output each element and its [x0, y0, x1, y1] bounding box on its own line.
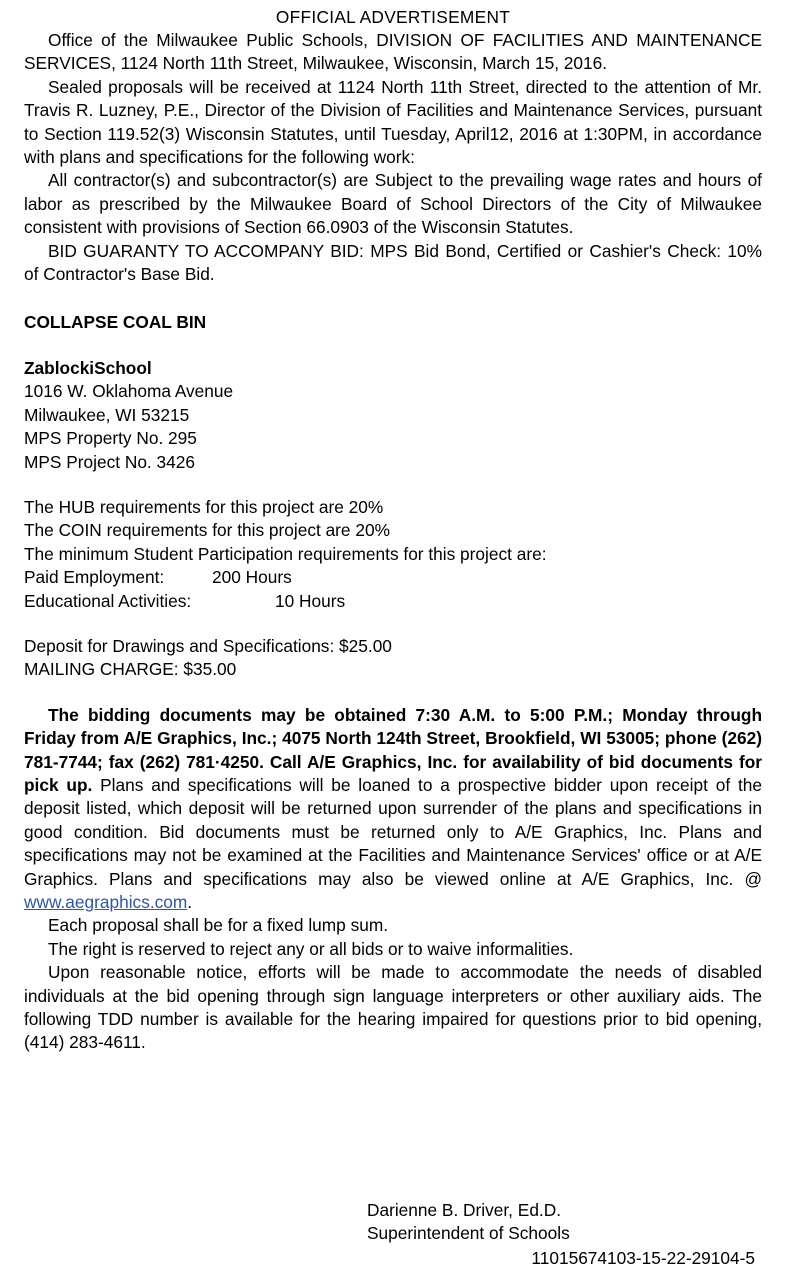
deposit-charge: Deposit for Drawings and Specifications: $25.00: [24, 635, 392, 656]
requirements-info: [24, 496, 762, 613]
school-name: ZablockiSchool: [24, 357, 152, 378]
educational-activities-label: Educational Activities:: [24, 590, 192, 611]
reject-paragraph: The right is reserved to reject any or all bids or to waive informalities.: [48, 938, 574, 959]
intro-proposals-paragraph: Sealed proposals will be received at 1124 North 11th Street, directed to the attention of Mr. Travis R. Luzney, P.E., Director of the Division of Facilities and Maintenance Services, pursuant to Section 119.52(3) Wisconsin Statutes, until Tuesday, April12, 2016 at 1:30PM, in accordance with plans and specifications for the following work:: [24, 76, 762, 168]
school-address-line1: 1016 W. Oklahoma Avenue: [24, 381, 234, 402]
project-heading: COLLAPSE COAL BIN: [24, 312, 207, 333]
intro-office-paragraph: Office of the Milwaukee Public Schools, DIVISION OF FACILITIES AND MAINTENANCE SERVICES, 1124 North 11th Street, Milwaukee, Wisconsin, March 15, 2016.: [24, 30, 762, 74]
document-title: OFFICIAL ADVERTISEMENT: [275, 7, 511, 27]
paid-employment-row: [24, 566, 762, 589]
lump-sum-paragraph: Each proposal shall be for a fixed lump sum.: [48, 915, 389, 936]
mailing-charge: MAILING CHARGE: $35.00: [24, 659, 237, 680]
bidding-plain-text: Plans and specifications will be loaned to a prospective bidder upon receipt of the deposit listed, which deposit will be returned upon surrender of the plans and specifications in good condition. Bid documents must be returned only to A/E Graphics, Inc. Plans and specifications may not be examined at the Facilities and Maintenance Services' office or at A/E Graphics. Plans and specifications may also be viewed online at A/E Graphics, Inc. @: [24, 774, 762, 889]
school-info: [24, 357, 762, 474]
advertisement-page: [24, 5, 762, 1055]
charges-info: [24, 635, 762, 682]
reference-number: 11015674103-15-22-29104-5: [531, 1248, 755, 1268]
paid-employment-label: Paid Employment:: [24, 567, 165, 588]
coin-requirement: The COIN requirements for this project are 20%: [24, 520, 390, 541]
signature-block: [367, 1199, 570, 1246]
aegraphics-link[interactable]: www.aegraphics.com: [24, 892, 188, 912]
bidding-end-punctuation: .: [187, 892, 193, 912]
intro-wage-paragraph: All contractor(s) and subcontractor(s) are Subject to the prevailing wage rates and hours of labor as prescribed by the Milwaukee Board of School Directors of the City of Milwaukee consistent with provisions of Section 66.0903 of the Wisconsin Statutes.: [24, 170, 762, 238]
bid-guaranty-paragraph: BID GUARANTY TO ACCOMPANY BID: MPS Bid Bond, Certified or Cashier's Check: 10% of Contractor's Base Bid.: [24, 240, 762, 285]
paid-employment-value: 200 Hours: [212, 567, 292, 588]
project-number: MPS Project No. 3426: [24, 451, 195, 472]
educational-activities-row: [24, 590, 762, 613]
educational-activities-value: 10 Hours: [275, 590, 346, 611]
signer-title: Superintendent of Schools: [367, 1223, 570, 1244]
hub-requirement: The HUB requirements for this project are 20%: [24, 496, 384, 517]
bidding-documents-paragraph: [24, 704, 762, 915]
student-participation: The minimum Student Participation requirements for this project are:: [24, 543, 547, 564]
bidding-bold-text: The bidding documents may be obtained 7:30 A.M. to 5:00 P.M.; Monday through Friday from A/E Graphics, Inc.; 4075 North 124th Street, Brookfield, WI 53005; phone (262) 781-7744; fax (262) 781·4250. Call A/E Graphics, Inc. for availability of bid documents for pick up.: [24, 704, 762, 795]
accommodation-paragraph: Upon reasonable notice, efforts will be made to accommodate the needs of disabled individuals at the bid opening through sign language interpreters or other auxiliary aids. The following TDD number is available for the hearing impaired for questions prior to bid opening, (414) 283-4611.: [24, 962, 762, 1053]
school-address-line2: Milwaukee, WI 53215: [24, 404, 190, 425]
property-number: MPS Property No. 295: [24, 428, 197, 449]
signer-name: Darienne B. Driver, Ed.D.: [367, 1200, 562, 1220]
